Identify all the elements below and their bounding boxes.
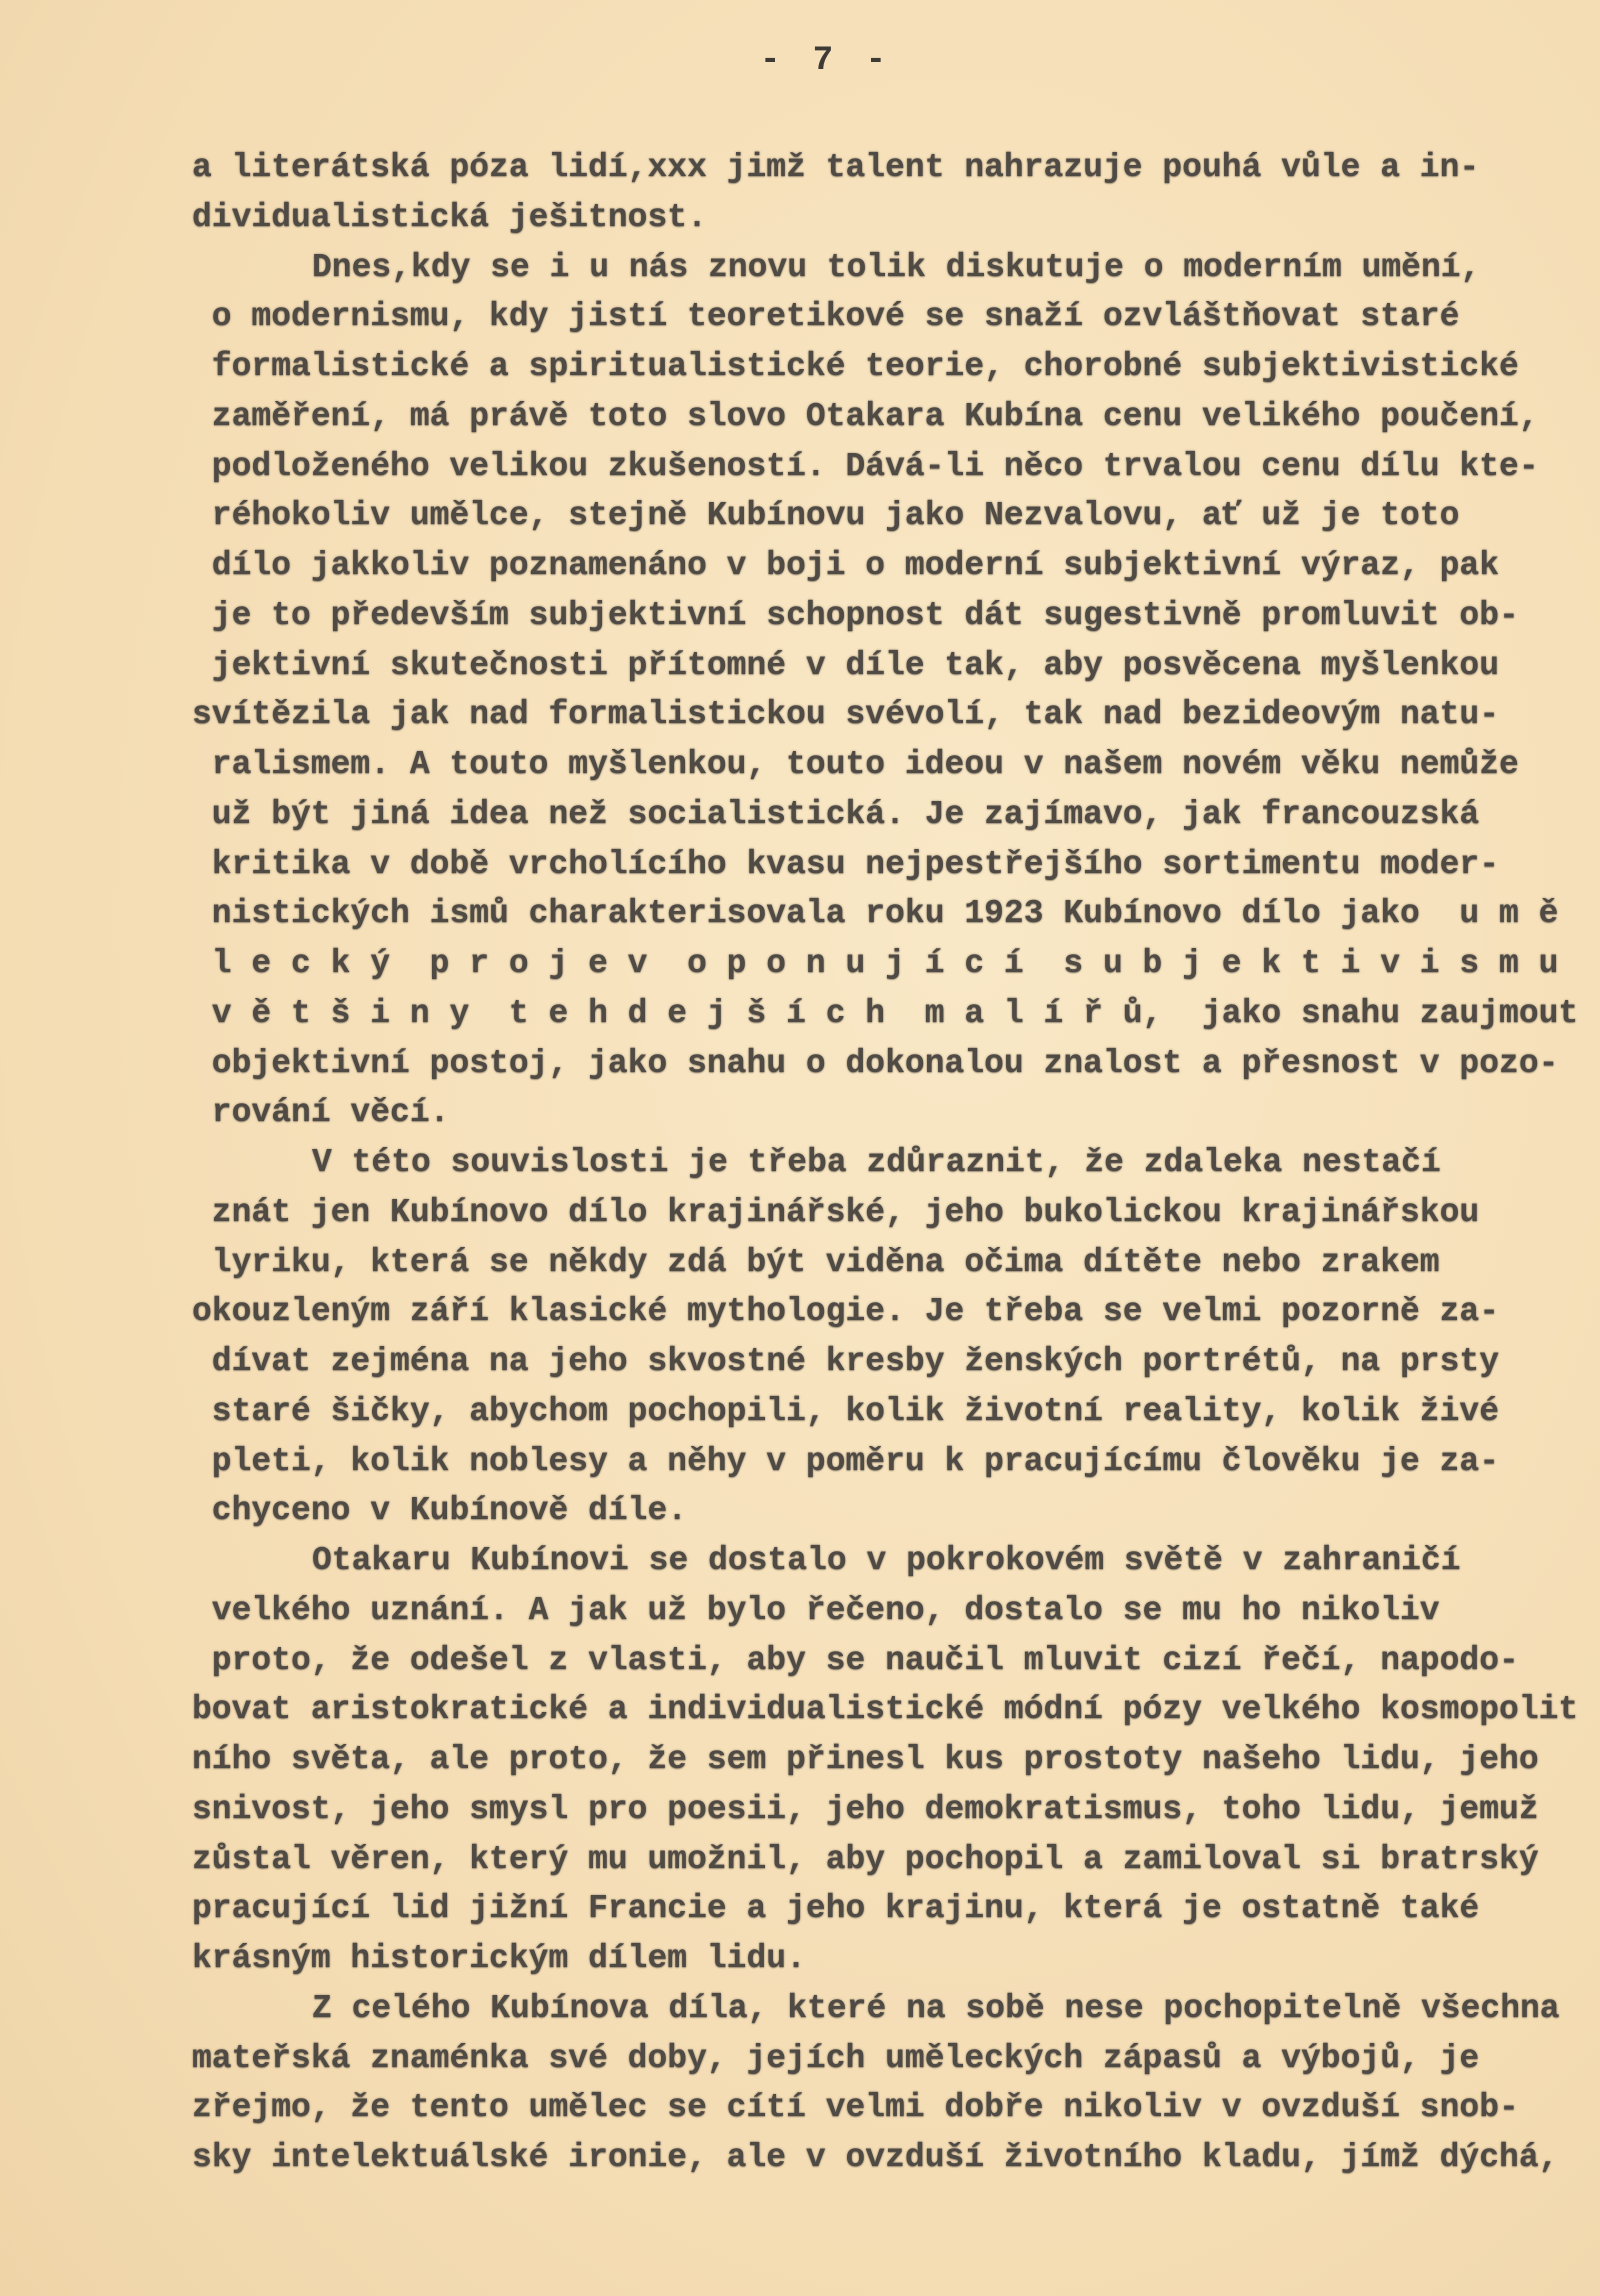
paragraph-first-line: Z celého Kubínova díla, které na sobě nese pochopitelně všechna xyxy=(312,1989,1560,2027)
text-line: objektivní postoj, jako snahu o dokonalou znalost a přesnost v pozo- xyxy=(192,1044,1559,1082)
text-line: zřejmo, že tento umělec se cítí velmi dobře nikoliv v ovzduší snob- xyxy=(192,2089,1519,2127)
text-line: mateřská znaménka své doby, jejích uměleckých zápasů a výbojů, je xyxy=(192,2039,1480,2077)
text-line: už být jiná idea než socialistická. Je zajímavo, jak francouzská xyxy=(192,795,1480,833)
text-line: okouzleným září klasické mythologie. Je třeba se velmi pozorně za- xyxy=(192,1293,1500,1331)
text-line: ralismem. A touto myšlenkou, touto ideou v našem novém věku nemůže xyxy=(192,746,1519,783)
text-line: zůstal věren, který mu umožnil, aby pochopil a zamiloval si bratrský xyxy=(192,1840,1539,1878)
text-line: znát jen Kubínovo dílo krajinářské, jeho bukolickou krajinářskou xyxy=(192,1193,1480,1231)
text-line: velkého uznání. A jak už bylo řečeno, dostalo se mu ho nikoliv xyxy=(192,1591,1440,1629)
text-line: zaměření, má právě toto slovo Otakara Kubína cenu velikého poučení, xyxy=(192,397,1539,435)
text-line: dívat zejména na jeho skvostné kresby ženských portrétů, na prsty xyxy=(192,1343,1500,1380)
text-line: nistických ismů charakterisovala roku 1923 Kubínovo dílo jako u m ě xyxy=(192,895,1559,933)
text-line: formalistické a spiritualistické teorie, chorobné subjektivistické xyxy=(192,348,1519,385)
text-line: lyriku, která se někdy zdá být viděna očima dítěte nebo zrakem xyxy=(192,1243,1440,1281)
text-line: snivost, jeho smysl pro poesii, jeho demokratismus, toho lidu, jemuž xyxy=(192,1790,1539,1828)
text-line: dividualistická ješitnost. xyxy=(192,198,707,236)
text-line: o modernismu, kdy jistí teoretikové se snaží ozvláštňovat staré xyxy=(192,298,1460,336)
text-line: dílo jakkoliv poznamenáno v boji o moderní subjektivní výraz, pak xyxy=(192,547,1500,584)
text-line: pleti, kolik noblesy a něhy v poměru k pracujícímu člověku je za- xyxy=(192,1442,1500,1480)
text-line: proto, že odešel z vlasti, aby se naučil mluvit cizí řečí, napodo- xyxy=(192,1641,1519,1679)
text-line: rování věcí. xyxy=(192,1094,450,1132)
text-line: a literátská póza lidí,xxx jimž talent nahrazuje pouhá vůle a in- xyxy=(192,149,1480,186)
paragraph-first-line: Dnes,kdy se i u nás znovu tolik diskutuje o moderním umění, xyxy=(312,248,1481,286)
text-line: kritika v době vrcholícího kvasu nejpestřejšího sortimentu moder- xyxy=(192,845,1500,883)
text-line: je to především subjektivní schopnost dát sugestivně promluvit ob- xyxy=(192,596,1519,634)
text-line: pracující lid jižní Francie a jeho krajinu, která je ostatně také xyxy=(192,1890,1480,1928)
text-line: krásným historickým dílem lidu. xyxy=(192,1940,806,1977)
text-line: staré šičky, abychom pochopili, kolik životní reality, kolik živé xyxy=(192,1392,1500,1430)
text-line: l e c k ý p r o j e v o p o n u j í c í s u b j e k t i v i s m u xyxy=(192,945,1559,982)
text-line: podloženého velikou zkušeností. Dává-li něco trvalou cenu dílu kte- xyxy=(192,447,1539,485)
text-line: bovat aristokratické a individualistické módní pózy velkého kosmopolit xyxy=(192,1691,1579,1729)
text-line: sky intelektuálské ironie, ale v ovzduší životního kladu, jímž dýchá, xyxy=(192,2139,1559,2176)
paragraph-first-line: V této souvislosti je třeba zdůraznit, že zdaleka nestačí xyxy=(312,1144,1441,1181)
text-line: svítězila jak nad formalistickou svévolí, tak nad bezideovým natu- xyxy=(192,696,1500,734)
text-line: ního světa, ale proto, že sem přinesl kus prostoty našeho lidu, jeho xyxy=(192,1741,1539,1778)
text-line: v ě t š i n y t e h d e j š í c h m a l í ř ů, jako snahu zaujmout xyxy=(192,994,1579,1032)
paragraph-first-line: Otakaru Kubínovi se dostalo v pokrokovém světě v zahraničí xyxy=(312,1542,1461,1579)
page-number: - 7 - xyxy=(760,42,893,80)
text-line: chyceno v Kubínově díle. xyxy=(192,1492,688,1530)
text-line: jektivní skutečnosti přítomné v díle tak, aby posvěcena myšlenkou xyxy=(192,646,1500,684)
text-line: réhokoliv umělce, stejně Kubínovu jako Nezvalovu, ať už je toto xyxy=(192,497,1460,535)
